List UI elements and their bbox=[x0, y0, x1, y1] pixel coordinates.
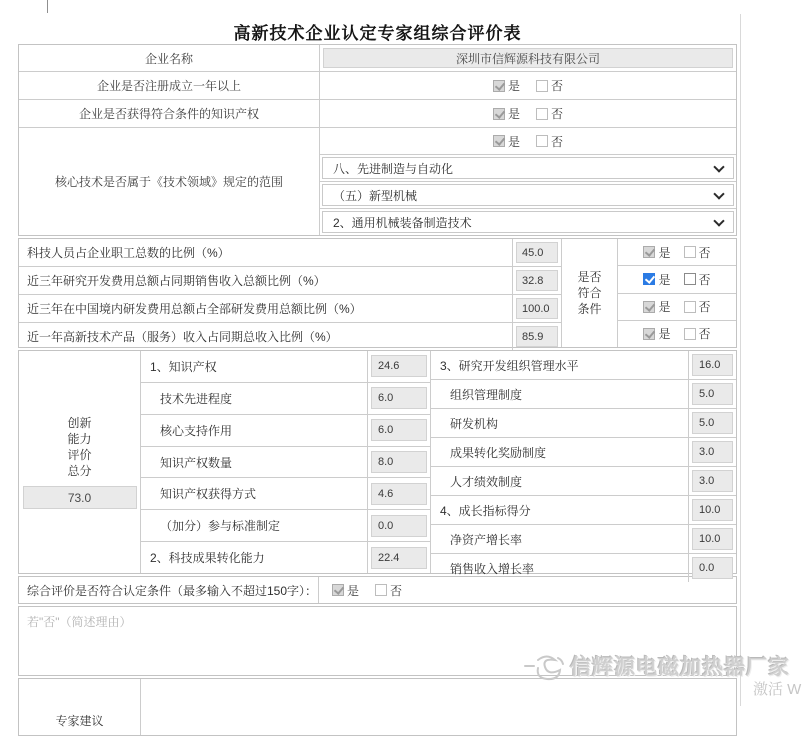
yes-checkbox[interactable] bbox=[332, 584, 344, 596]
growth-indicator-score: 10.0 bbox=[692, 499, 733, 521]
yes-label: 是 bbox=[658, 300, 671, 315]
table-row bbox=[141, 509, 430, 541]
yes-no-group bbox=[493, 133, 563, 150]
rd-management-label: 3、研究开发组织管理水平 bbox=[440, 358, 579, 373]
page-edge-divider bbox=[740, 14, 741, 706]
no-label: 否 bbox=[698, 245, 711, 260]
standard-setting-score: 0.0 bbox=[371, 515, 427, 537]
no-checkbox[interactable] bbox=[375, 584, 387, 596]
hightech-income-ratio-value: 85.9 bbox=[516, 326, 558, 347]
ip-acquisition-label: 知识产权获得方式 bbox=[160, 487, 257, 502]
domestic-rd-ratio-value: 100.0 bbox=[516, 298, 558, 319]
table-row bbox=[431, 495, 736, 524]
tech-field-level1-select[interactable] bbox=[322, 157, 734, 179]
rd-expense-ratio-value: 32.8 bbox=[516, 270, 558, 291]
page-title: 高新技术企业认定专家组综合评价表 bbox=[233, 24, 522, 43]
no-label: 否 bbox=[551, 79, 564, 93]
net-asset-growth-score: 10.0 bbox=[692, 528, 733, 550]
table-row bbox=[19, 45, 736, 71]
achievement-transform-score: 22.4 bbox=[371, 547, 427, 569]
yes-checkbox[interactable] bbox=[643, 328, 655, 340]
registered-one-year-label: 企业是否注册成立一年以上 bbox=[19, 72, 320, 99]
table-row bbox=[618, 239, 736, 265]
table-row bbox=[19, 266, 561, 294]
expert-suggestion-label-cell bbox=[19, 679, 141, 735]
sales-growth-score: 0.0 bbox=[692, 557, 733, 579]
table-row bbox=[141, 446, 430, 478]
no-label: 否 bbox=[551, 107, 564, 121]
rd-institution-label: 研发机构 bbox=[450, 416, 499, 431]
yes-checkbox[interactable] bbox=[643, 246, 655, 258]
table-row bbox=[431, 466, 736, 495]
tech-field-level2-select[interactable] bbox=[322, 184, 734, 206]
yes-checkbox[interactable] bbox=[493, 80, 505, 92]
chevron-down-icon bbox=[713, 215, 724, 226]
org-system-label: 组织管理制度 bbox=[450, 387, 523, 402]
company-name-cell bbox=[320, 45, 736, 71]
table-row bbox=[618, 265, 736, 292]
no-checkbox[interactable] bbox=[684, 273, 696, 285]
qualified-ip-label: 企业是否获得符合条件的知识产权 bbox=[19, 100, 320, 127]
rd-institution-score: 5.0 bbox=[692, 412, 733, 434]
no-label: 否 bbox=[698, 327, 711, 342]
chevron-down-icon bbox=[713, 161, 724, 172]
company-info-table bbox=[18, 44, 737, 236]
core-tech-label: 核心技术是否属于《技术领域》规定的范围 bbox=[19, 128, 320, 235]
achievement-transform-label: 2、科技成果转化能力 bbox=[150, 551, 265, 566]
brand-watermark bbox=[524, 650, 790, 682]
company-name-value: 深圳市信辉源科技有限公司 bbox=[323, 48, 733, 68]
reward-system-label: 成果转化奖励制度 bbox=[450, 445, 547, 460]
talent-performance-score: 3.0 bbox=[692, 470, 733, 492]
table-row bbox=[141, 351, 430, 382]
growth-indicator-label: 4、成长指标得分 bbox=[440, 503, 531, 518]
innovation-score-table bbox=[18, 350, 737, 574]
sales-growth-label: 销售收入增长率 bbox=[450, 561, 535, 576]
domestic-rd-ratio-label: 近三年在中国境内研发费用总额占全部研发费用总额比例（%） bbox=[27, 302, 362, 316]
innovation-right-column bbox=[431, 351, 736, 576]
net-asset-growth-label: 净资产增长率 bbox=[450, 532, 523, 547]
expert-suggestion-input-cell[interactable] bbox=[141, 679, 736, 735]
tech-staff-ratio-label: 科技人员占企业职工总数的比例（%） bbox=[27, 246, 230, 260]
core-tech-row bbox=[19, 127, 736, 235]
registered-one-year-cell bbox=[320, 72, 736, 99]
evaluation-form bbox=[18, 0, 737, 736]
yes-label: 是 bbox=[507, 134, 520, 149]
table-row bbox=[19, 71, 736, 99]
no-label: 否 bbox=[698, 300, 711, 315]
rd-management-score: 16.0 bbox=[692, 354, 733, 376]
meets-criteria-header: 是否 符合 条件 bbox=[561, 239, 618, 347]
table-row bbox=[618, 293, 736, 320]
no-checkbox[interactable] bbox=[684, 301, 696, 313]
rd-expense-ratio-label: 近三年研究开发费用总额占同期销售收入总额比例（%） bbox=[27, 274, 326, 288]
table-row bbox=[141, 382, 430, 414]
ip-quantity-label: 知识产权数量 bbox=[160, 455, 233, 470]
no-checkbox[interactable] bbox=[684, 328, 696, 340]
yes-label: 是 bbox=[347, 583, 360, 598]
brand-watermark-text: 信辉源电磁加热器厂家 bbox=[570, 656, 790, 679]
org-system-score: 5.0 bbox=[692, 383, 733, 405]
standard-setting-label: （加分）参与标准制定 bbox=[160, 519, 281, 534]
table-row bbox=[141, 541, 430, 573]
table-row bbox=[431, 379, 736, 408]
total-score-cell: 创新 能力 评价 总分 73.0 bbox=[19, 351, 141, 573]
no-label: 否 bbox=[698, 272, 711, 287]
tech-field-level2-row bbox=[320, 181, 736, 208]
core-support-score: 6.0 bbox=[371, 419, 427, 441]
yes-label: 是 bbox=[658, 327, 671, 342]
tech-advancement-score: 6.0 bbox=[371, 387, 427, 409]
tech-field-level3-row bbox=[320, 208, 736, 235]
table-row bbox=[431, 408, 736, 437]
selected-value: 2、通用机械装备制造技术 bbox=[333, 215, 472, 230]
table-row bbox=[19, 294, 561, 322]
no-checkbox[interactable] bbox=[536, 135, 548, 147]
yes-no-group bbox=[493, 105, 563, 122]
tech-field-level1-row bbox=[320, 154, 736, 181]
no-checkbox[interactable] bbox=[684, 246, 696, 258]
yes-checkbox[interactable] bbox=[493, 108, 505, 120]
comprehensive-evaluation-row bbox=[18, 576, 737, 604]
table-row bbox=[141, 477, 430, 509]
expert-suggestion-label: 专家建议 bbox=[55, 714, 104, 728]
yes-no-group bbox=[493, 77, 563, 94]
ip-score: 24.6 bbox=[371, 355, 427, 377]
no-label: 否 bbox=[551, 134, 564, 149]
reward-system-score: 3.0 bbox=[692, 441, 733, 463]
ratio-checkbox-column bbox=[618, 239, 736, 347]
ratio-rows bbox=[19, 239, 561, 347]
no-label: 否 bbox=[390, 583, 403, 598]
tech-staff-ratio-value: 45.0 bbox=[516, 242, 558, 263]
table-row bbox=[19, 99, 736, 127]
innovation-left-column bbox=[141, 351, 431, 573]
qualified-ip-cell bbox=[320, 100, 736, 127]
core-tech-controls bbox=[320, 128, 736, 235]
table-row bbox=[141, 414, 430, 446]
yes-checkbox[interactable] bbox=[643, 301, 655, 313]
yes-label: 是 bbox=[658, 272, 671, 287]
yes-label: 是 bbox=[507, 107, 520, 121]
table-row bbox=[618, 320, 736, 347]
table-row bbox=[19, 239, 561, 266]
core-tech-yesno-row bbox=[320, 128, 736, 154]
table-row bbox=[19, 322, 561, 350]
hightech-income-ratio-label: 近一年高新技术产品（服务）收入占同期总收入比例（%） bbox=[27, 330, 338, 344]
activate-windows-watermark: 激活 W bbox=[753, 681, 802, 698]
total-score-value: 73.0 bbox=[23, 486, 137, 509]
table-row bbox=[431, 437, 736, 466]
yes-no-group bbox=[332, 582, 402, 599]
selected-value: 八、先进制造与自动化 bbox=[333, 161, 454, 176]
talent-performance-label: 人才绩效制度 bbox=[450, 474, 523, 489]
comprehensive-evaluation-cell bbox=[319, 577, 736, 603]
ip-label: 1、知识产权 bbox=[150, 359, 217, 374]
ip-acquisition-score: 4.6 bbox=[371, 483, 427, 505]
table-row bbox=[431, 351, 736, 379]
yes-checkbox[interactable] bbox=[643, 273, 655, 285]
ip-quantity-score: 8.0 bbox=[371, 451, 427, 473]
no-checkbox[interactable] bbox=[536, 108, 548, 120]
company-name-label: 企业名称 bbox=[19, 45, 320, 71]
ratio-table bbox=[18, 238, 737, 348]
brand-logo-icon bbox=[524, 650, 568, 682]
tech-advancement-label: 技术先进程度 bbox=[160, 391, 233, 406]
core-support-label: 核心支持作用 bbox=[160, 423, 233, 438]
selected-value: （五）新型机械 bbox=[333, 188, 418, 203]
table-row bbox=[431, 524, 736, 553]
comprehensive-evaluation-label: 综合评价是否符合认定条件（最多输入不超过150字）： bbox=[19, 577, 319, 603]
no-checkbox[interactable] bbox=[536, 80, 548, 92]
tech-field-level3-select[interactable] bbox=[322, 211, 734, 233]
chevron-down-icon bbox=[713, 188, 724, 199]
yes-label: 是 bbox=[507, 79, 520, 93]
expert-suggestion-row bbox=[18, 678, 737, 736]
yes-checkbox[interactable] bbox=[493, 135, 505, 147]
yes-label: 是 bbox=[658, 245, 671, 260]
